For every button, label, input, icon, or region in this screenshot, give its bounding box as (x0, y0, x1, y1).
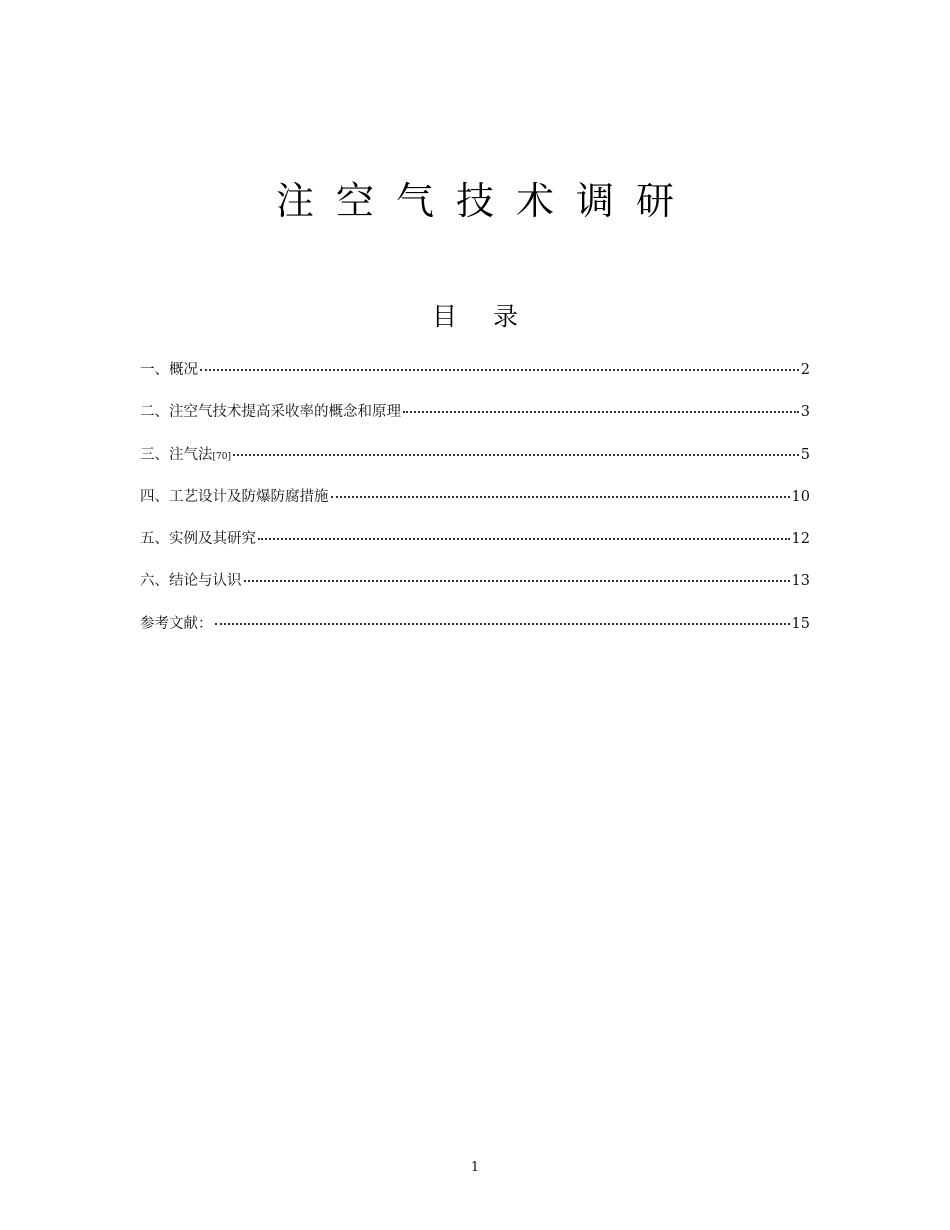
toc-leader-dots (403, 397, 799, 413)
toc-entry-label: 六、结论与认识 (140, 573, 242, 590)
table-of-contents (140, 358, 810, 654)
toc-page-number: 13 (791, 573, 810, 590)
toc-entry-label: 五、实例及其研究 (140, 531, 256, 548)
toc-entry-case-studies[interactable] (140, 527, 810, 569)
toc-citation-ref: [70] (212, 451, 231, 462)
toc-entry-references[interactable] (140, 612, 810, 654)
toc-page-number: 15 (791, 615, 810, 632)
toc-page-number: 10 (791, 488, 810, 505)
toc-heading: 目录 (431, 302, 554, 331)
toc-entry-conclusions[interactable] (140, 569, 810, 611)
toc-entry-label: 四、工艺设计及防爆防腐措施 (140, 488, 329, 505)
toc-entry-label: 一、概况 (140, 362, 198, 378)
toc-entry-label: 三、注气法[70] (140, 446, 231, 463)
toc-page-number: 5 (800, 446, 810, 463)
toc-leader-dots (258, 524, 790, 540)
toc-entry-label: 参考文献： (140, 615, 213, 632)
toc-leader-dots (233, 440, 799, 456)
toc-leader-dots (331, 482, 790, 498)
page-number: 1 (470, 1160, 480, 1175)
toc-entry-process-design[interactable] (140, 485, 810, 527)
toc-page-number: 12 (791, 531, 810, 548)
toc-leader-dots (200, 355, 799, 371)
toc-leader-dots (215, 609, 790, 625)
toc-entry-overview[interactable] (140, 358, 810, 400)
toc-entry-concept-principle[interactable] (140, 400, 810, 442)
document-title: 注空气技术调研 (275, 179, 696, 223)
toc-entry-label: 二、注空气技术提高采收率的概念和原理 (140, 404, 401, 421)
toc-leader-dots (244, 566, 790, 582)
toc-page-number: 2 (800, 362, 810, 378)
toc-page-number: 3 (800, 404, 810, 421)
toc-entry-gas-injection[interactable] (140, 443, 810, 485)
